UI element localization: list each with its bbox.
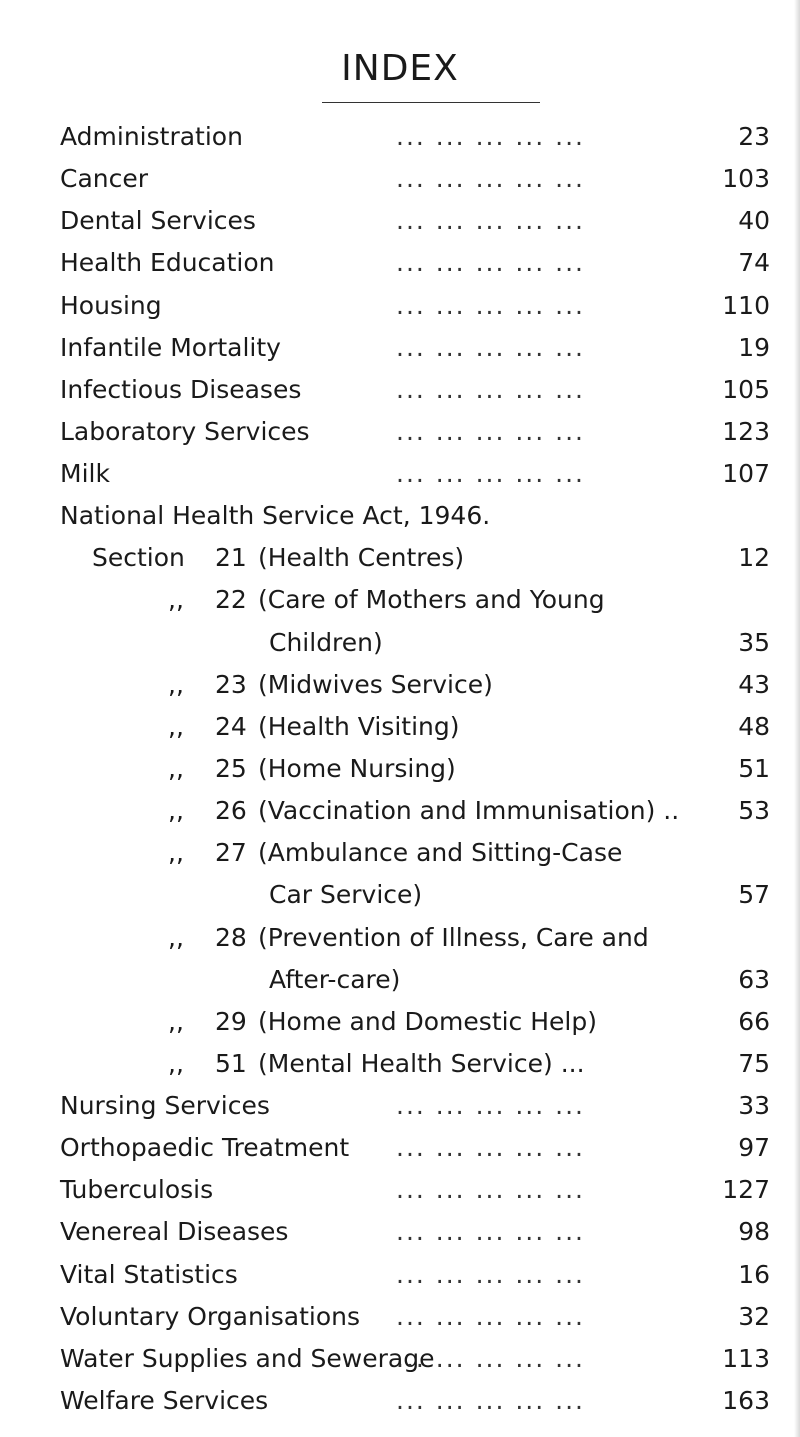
section-text: (Health Centres): [258, 543, 465, 572]
entry-page: 33: [738, 1091, 770, 1120]
ditto-mark: ,,: [168, 670, 184, 699]
section-text: (Vaccination and Immunisation) ..: [258, 796, 680, 825]
section-page: 48: [738, 712, 770, 741]
entry-leader: ... ... ... ... ...: [396, 206, 585, 235]
section-number: 51: [215, 1049, 247, 1078]
ditto-mark: ,,: [168, 585, 184, 614]
entry-label: Dental Services: [60, 206, 256, 235]
entry-leader: ... ... ... ... ...: [396, 459, 585, 488]
section-page: 66: [738, 1007, 770, 1036]
entry-label: Tuberculosis: [60, 1175, 214, 1204]
entry-leader: ... ... ... ... ...: [396, 1175, 585, 1204]
section-label: Section: [92, 543, 185, 572]
section-text: (Mental Health Service) ...: [258, 1049, 585, 1078]
section-number: 26: [215, 796, 247, 825]
entry-page: 113: [722, 1344, 770, 1373]
section-page: 53: [738, 796, 770, 825]
entry-label: Voluntary Organisations: [60, 1302, 360, 1331]
entry-leader: ... ... ... ... ...: [396, 1091, 585, 1120]
ditto-mark: ,,: [168, 923, 184, 952]
entry-label: Infectious Diseases: [60, 375, 302, 404]
entry-page: 105: [722, 375, 770, 404]
section-number: 24: [215, 712, 247, 741]
section-number: 28: [215, 923, 247, 952]
entry-label: Laboratory Services: [60, 417, 310, 446]
entry-leader: ... ... ... ... ...: [396, 164, 585, 193]
section-page: 43: [738, 670, 770, 699]
entry-page: 98: [738, 1217, 770, 1246]
entry-label: Water Supplies and Sewerage: [60, 1344, 435, 1373]
entry-page: 123: [722, 417, 770, 446]
ditto-mark: ,,: [168, 754, 184, 783]
ditto-mark: ,,: [168, 712, 184, 741]
section-number: 25: [215, 754, 247, 783]
act-heading-text: National Health Service Act, 1946.: [60, 501, 491, 530]
section-number: 27: [215, 838, 247, 867]
entry-label: Milk: [60, 459, 110, 488]
section-page: 57: [738, 880, 770, 909]
section-number: 21: [215, 543, 247, 572]
entry-page: 110: [722, 291, 770, 320]
section-number: 23: [215, 670, 247, 699]
entry-leader: ... ... ... ... ...: [396, 1133, 585, 1162]
entry-label: Administration: [60, 122, 243, 151]
section-page: 63: [738, 965, 770, 994]
entry-page: 40: [738, 206, 770, 235]
section-number: 29: [215, 1007, 247, 1036]
section-text-continued: Car Service): [269, 880, 423, 909]
entry-label: Venereal Diseases: [60, 1217, 289, 1246]
section-text: (Midwives Service): [258, 670, 493, 699]
entry-leader: ... ... ... ... ...: [396, 1260, 585, 1289]
entry-page: 16: [738, 1260, 770, 1289]
entry-label: Orthopaedic Treatment: [60, 1133, 350, 1162]
entry-page: 32: [738, 1302, 770, 1331]
entry-leader: ... ... ... ... ...: [396, 333, 585, 362]
entry-label: Nursing Services: [60, 1091, 270, 1120]
entry-label: Cancer: [60, 164, 149, 193]
entry-leader: ... ... ... ... ...: [396, 1344, 585, 1373]
section-page: 35: [738, 628, 770, 657]
entry-leader: ... ... ... ... ...: [396, 375, 585, 404]
section-page: 51: [738, 754, 770, 783]
section-text: (Home and Domestic Help): [258, 1007, 598, 1036]
entry-leader: ... ... ... ... ...: [396, 122, 585, 151]
section-text: (Home Nursing): [258, 754, 456, 783]
entry-leader: ... ... ... ... ...: [396, 1302, 585, 1331]
section-text: (Care of Mothers and Young: [258, 585, 605, 614]
entry-page: 127: [722, 1175, 770, 1204]
entry-page: 103: [722, 164, 770, 193]
entry-page: 23: [738, 122, 770, 151]
entry-leader: ... ... ... ... ...: [396, 248, 585, 277]
entry-leader: ... ... ... ... ...: [396, 291, 585, 320]
entry-label: Infantile Mortality: [60, 333, 281, 362]
ditto-mark: ,,: [168, 1007, 184, 1036]
entry-label: Vital Statistics: [60, 1260, 238, 1289]
section-text: (Health Visiting): [258, 712, 460, 741]
entry-label: Health Education: [60, 248, 275, 277]
section-text: (Ambulance and Sitting-Case: [258, 838, 623, 867]
section-page: 12: [738, 543, 770, 572]
section-text: (Prevention of Illness, Care and: [258, 923, 649, 952]
entry-page: 19: [738, 333, 770, 362]
entry-page: 97: [738, 1133, 770, 1162]
ditto-mark: ,,: [168, 1049, 184, 1078]
page-title: INDEX: [341, 48, 459, 89]
section-text-continued: After-care): [269, 965, 401, 994]
entry-leader: ... ... ... ... ...: [396, 417, 585, 446]
entry-page: 107: [722, 459, 770, 488]
ditto-mark: ,,: [168, 796, 184, 825]
section-number: 22: [215, 585, 247, 614]
entry-leader: ... ... ... ... ...: [396, 1386, 585, 1415]
section-text-continued: Children): [269, 628, 383, 657]
entry-leader: ... ... ... ... ...: [396, 1217, 585, 1246]
entry-page: 74: [738, 248, 770, 277]
entry-page: 163: [722, 1386, 770, 1415]
entry-label: Housing: [60, 291, 162, 320]
section-page: 75: [738, 1049, 770, 1078]
entry-label: Welfare Services: [60, 1386, 269, 1415]
ditto-mark: ,,: [168, 838, 184, 867]
